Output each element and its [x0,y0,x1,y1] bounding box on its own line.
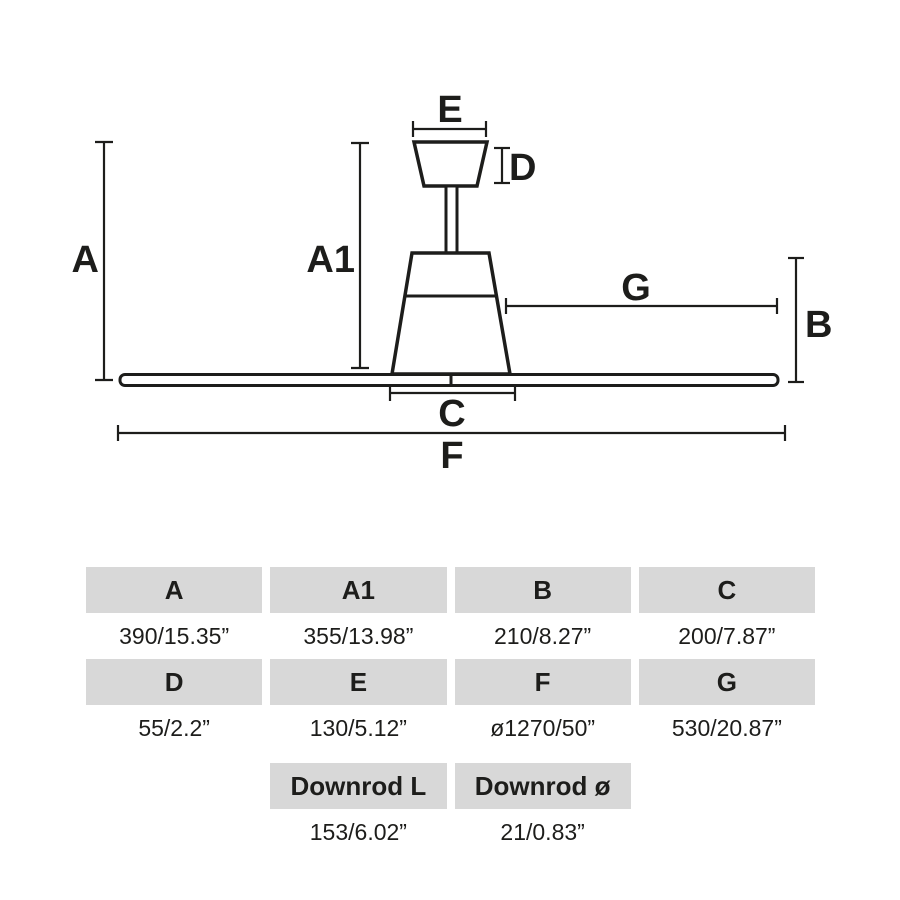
spacer-cell [86,763,262,809]
dim-label-d: D [509,147,537,189]
header-cell-downrod-dia: Downrod ø [455,763,631,809]
value-cell-downrod-l: 153/6.02” [270,809,446,855]
spacer-cell [639,809,815,855]
downrod-shape [446,186,457,253]
canopy-shape [414,142,487,186]
value-cell-a: 390/15.35” [86,613,262,659]
dim-label-e: E [437,89,463,131]
header-cell-downrod-l: Downrod L [270,763,446,809]
header-cell-d: D [86,659,262,705]
value-cell-d: 55/2.2” [86,705,262,751]
value-cell-c: 200/7.87” [639,613,815,659]
value-cell-e: 130/5.12” [270,705,446,751]
value-cell-a1: 355/13.98” [270,613,446,659]
dim-label-a1: A1 [306,239,355,281]
dim-line-b [788,258,804,382]
value-cell-f: ø1270/50” [455,705,631,751]
header-cell-a: A [86,567,262,613]
dim-label-a: A [71,239,99,281]
spacer-cell [639,763,815,809]
table-section-1 [86,567,815,659]
dim-label-b: B [805,304,833,346]
header-cell-c: C [639,567,815,613]
value-cell-downrod-dia: 21/0.83” [455,809,631,855]
header-cell-b: B [455,567,631,613]
table-section-2 [86,659,815,751]
dim-label-c: C [438,393,466,435]
header-cell-f: F [455,659,631,705]
spacer-cell [86,809,262,855]
value-cell-b: 210/8.27” [455,613,631,659]
value-cell-g: 530/20.87” [639,705,815,751]
dim-line-d [494,148,510,183]
dim-label-g: G [621,267,651,309]
blade-shape [120,375,778,386]
table-section-downrod [86,763,815,855]
header-cell-a1: A1 [270,567,446,613]
header-cell-e: E [270,659,446,705]
dim-label-f: F [440,435,464,477]
header-cell-g: G [639,659,815,705]
dimension-table [86,567,815,855]
motor-body-shape [392,253,510,374]
